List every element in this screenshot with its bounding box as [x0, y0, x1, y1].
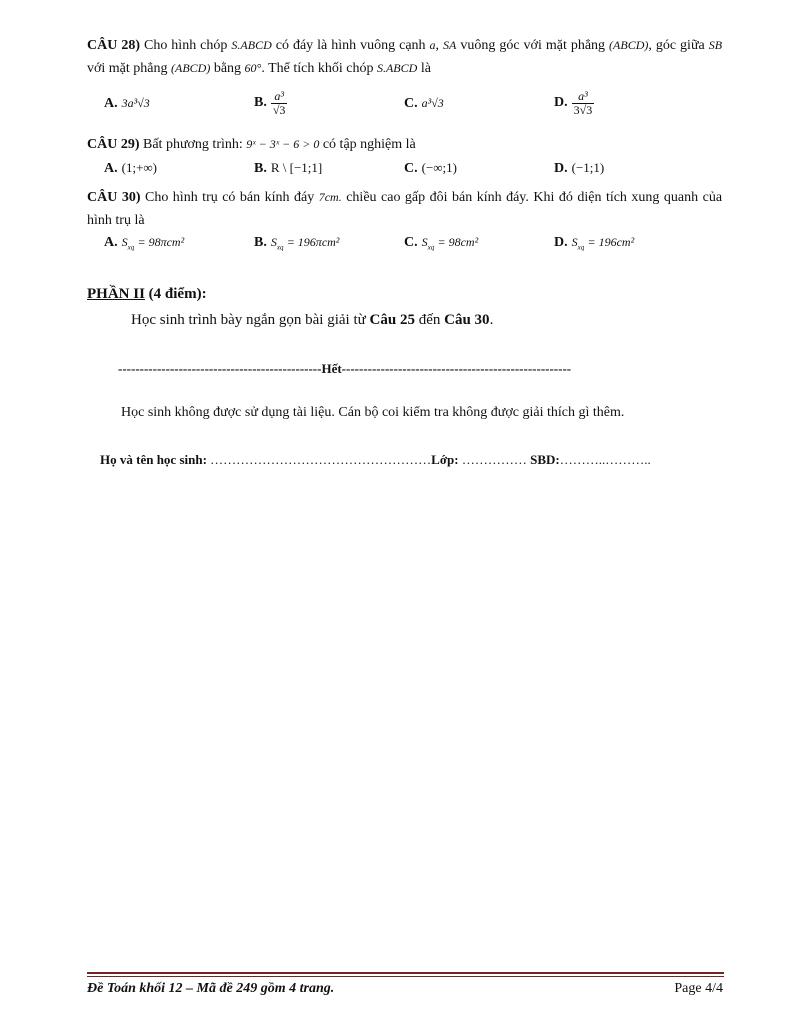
option-label: A. — [104, 96, 118, 111]
q29-expression: 9ˣ − 3ˣ − 6 > 0 — [246, 137, 320, 151]
option-b[interactable] — [254, 234, 339, 251]
option-label: B. — [254, 95, 267, 111]
option-value: (−1;1) — [571, 160, 605, 175]
q28-text6: bằng — [213, 61, 242, 76]
option-a[interactable] — [104, 234, 184, 251]
q28-sabcd: S.ABCD — [231, 38, 272, 52]
option-label: C. — [404, 96, 418, 111]
option-c[interactable] — [404, 160, 457, 177]
option-label: A. — [104, 161, 118, 176]
part-2-points: (4 điểm): — [148, 286, 207, 302]
instruction-from: Câu 25 — [369, 312, 415, 328]
option-label: D. — [554, 235, 568, 250]
sbd-label: SBD: — [530, 452, 560, 467]
option-value: = 196cm² — [587, 235, 635, 249]
q28-text7: . Thể tích khối chóp — [261, 61, 374, 76]
option-value: (−∞;1) — [421, 160, 457, 175]
q28-text1: Cho hình chóp — [143, 38, 228, 53]
option-value: a³√3 — [421, 96, 444, 110]
option-label: A. — [104, 235, 118, 250]
option-c[interactable] — [404, 95, 444, 112]
q28-abcd1: (ABCD) — [609, 38, 649, 52]
instruction-text: Học sinh trình bày ngắn gọn bài giải từ — [131, 312, 366, 328]
q28-text8: là — [420, 61, 431, 76]
option-b[interactable] — [254, 90, 287, 117]
fraction — [271, 90, 288, 117]
fraction-numerator: a³ — [271, 90, 288, 104]
fraction-denominator: 3√3 — [573, 103, 593, 117]
instruction-to: Câu 30 — [444, 312, 490, 328]
q28-text3: vuông góc với mặt phẳng — [460, 38, 606, 53]
option-d[interactable] — [554, 90, 594, 117]
option-value: = 196πcm² — [286, 235, 340, 249]
part-2-instruction — [131, 312, 493, 329]
question-30 — [87, 186, 722, 232]
s-xq-symbol: $S_{xq}$ — [571, 235, 585, 252]
footer-divider-thin — [87, 976, 724, 977]
fraction-numerator: a³ — [572, 90, 595, 104]
name-label: Họ và tên học sinh: — [100, 452, 207, 467]
option-label: C. — [404, 161, 418, 176]
fraction-denominator: √3 — [272, 103, 286, 117]
question-28: CÂU 28) Cho hình chóp S.ABCD có đáy là hình vuông cạnh a, SA vuông góc với mặt phẳng (ABCD), góc giữa SB với mặt phẳng (ABCD) bằng 60°. Thể tích khối chóp S.ABCD là — [87, 38, 723, 76]
question-28-options — [104, 90, 724, 120]
option-label: B. — [254, 235, 267, 250]
q29-text1: Bất phương trình: — [143, 137, 243, 152]
option-label: B. — [254, 161, 267, 176]
part-2-heading — [87, 286, 207, 303]
q28-a: a — [429, 38, 436, 52]
option-label: D. — [554, 95, 568, 111]
question-30-options — [104, 234, 724, 264]
q28-sa: SA — [443, 38, 457, 52]
option-value: (1;+∞) — [121, 160, 157, 175]
option-c[interactable] — [404, 234, 478, 251]
q28-text4: , góc giữa — [648, 38, 705, 53]
option-value: = 98πcm² — [137, 235, 185, 249]
option-a[interactable] — [104, 160, 157, 177]
option-d[interactable] — [554, 234, 634, 251]
option-d[interactable] — [554, 160, 604, 177]
question-29 — [87, 133, 722, 156]
q30-text1: Cho hình trụ có bán kính đáy — [144, 190, 315, 205]
instruction-mid: đến — [418, 312, 441, 328]
option-value: R \ [−1;1] — [270, 160, 323, 175]
q28-abcd2: (ABCD) — [171, 61, 211, 75]
question-30-label: CÂU 30) — [87, 190, 141, 205]
sbd-field[interactable]: ………..……….. — [559, 452, 651, 467]
s-xq-symbol: $S_{xq}$ — [270, 235, 284, 252]
fraction — [572, 90, 595, 117]
page-number: Page 4/4 — [674, 981, 723, 996]
question-29-label: CÂU 29) — [87, 137, 140, 152]
q28-text2: có đáy là hình vuông cạnh — [275, 38, 426, 53]
q30-radius: 7cm. — [318, 190, 342, 204]
option-a[interactable] — [104, 95, 150, 112]
student-info — [100, 452, 651, 468]
option-b[interactable] — [254, 160, 322, 177]
end-separator: -----------------------------------------------Hết----------------------------------------------------- — [118, 361, 572, 376]
name-field[interactable]: …………………………………………… — [210, 452, 432, 467]
q28-angle: 60° — [244, 61, 262, 75]
footer-divider — [87, 972, 724, 974]
exam-note: Học sinh không được sử dụng tài liệu. Cán bộ coi kiểm tra không được giải thích gì thêm. — [121, 405, 625, 420]
s-xq-symbol: $S_{xq}$ — [421, 235, 435, 252]
option-label: D. — [554, 161, 568, 176]
footer-title: Đề Toán khối 12 – Mã đề 249 gồm 4 trang. — [87, 981, 335, 996]
class-label: Lớp: — [431, 452, 459, 467]
q28-sb: SB — [708, 38, 723, 52]
q29-text2: có tập nghiệm là — [322, 137, 416, 152]
question-28-label: CÂU 28) — [87, 38, 140, 53]
class-field[interactable]: …………… — [461, 452, 527, 467]
q28-text5: với mặt phẳng — [87, 61, 168, 76]
q30-text2: chiều cao gấp đôi bán kính đáy. Khi đó diện tích xung quanh của hình trụ là — [87, 190, 723, 228]
part-2-title: PHẦN II — [87, 286, 145, 302]
option-value: = 98cm² — [437, 235, 479, 249]
option-value: 3a³√3 — [121, 96, 150, 110]
s-xq-symbol: $S_{xq}$ — [121, 235, 135, 252]
option-label: C. — [404, 235, 418, 250]
instruction-end: . — [489, 312, 494, 328]
q28-sabcd2: S.ABCD — [376, 61, 418, 75]
